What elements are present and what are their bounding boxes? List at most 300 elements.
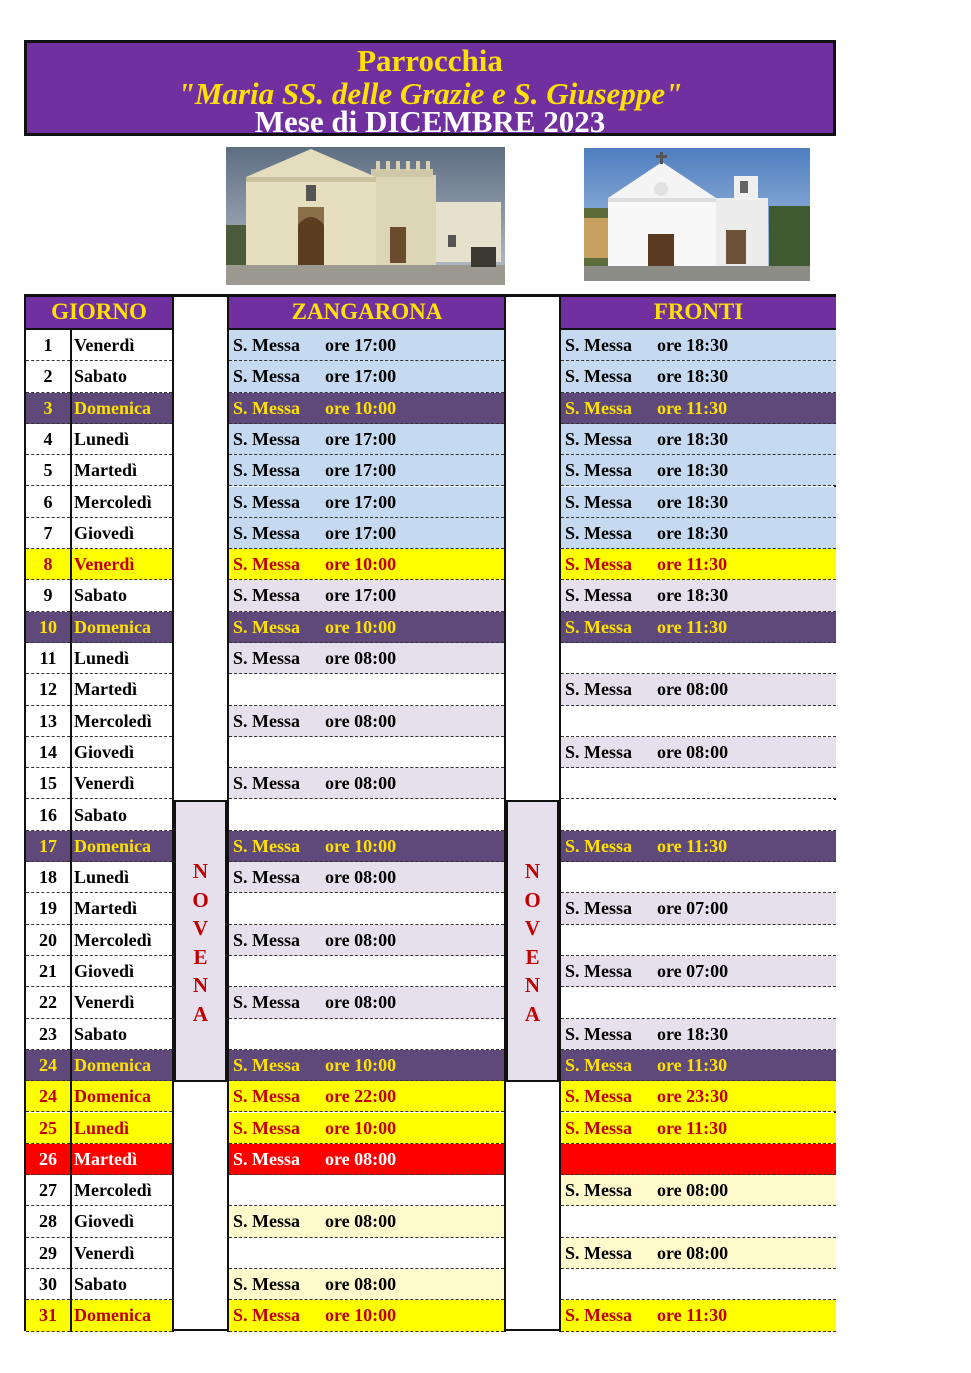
day-number (26, 893, 70, 924)
zangarona-mass (229, 893, 504, 924)
weekday-name-text: Lunedì (74, 428, 130, 449)
day-number (26, 487, 70, 518)
mass-label: S. Messa (565, 961, 632, 981)
mass-time: ore 07:00 (657, 898, 729, 919)
day-number-text: 8 (43, 554, 53, 575)
mass-time: ore 18:30 (657, 1023, 729, 1044)
day-number-text: 23 (39, 1023, 57, 1044)
fronti-mass (561, 925, 836, 956)
fronti-mass (561, 1300, 836, 1331)
mass-label: S. Messa (233, 1086, 300, 1107)
zangarona-mass (229, 1081, 504, 1112)
fronti-mass (561, 612, 836, 643)
day-number-text: 29 (39, 1242, 57, 1263)
column-header-zangarona: ZANGARONA (229, 297, 505, 330)
zangarona-mass (229, 925, 504, 956)
day-number (26, 549, 70, 580)
fronti-mass (561, 862, 836, 893)
fronti-mass (561, 893, 836, 924)
novena-letter: O (192, 887, 209, 912)
day-number-text: 24 (39, 1086, 57, 1107)
fronti-mass (561, 737, 836, 768)
mass-label: S. Messa (233, 491, 300, 512)
weekday-name-text: Mercoledì (74, 710, 152, 731)
mass-time: ore 10:00 (325, 554, 397, 575)
mass-time: ore 18:30 (657, 335, 729, 355)
mass-label: S. Messa (233, 992, 300, 1013)
mass-schedule-table (24, 294, 836, 1331)
zangarona-mass (229, 1269, 504, 1300)
day-number (26, 1144, 70, 1175)
weekday-name-text: Domenica (74, 1054, 151, 1075)
mass-label: S. Messa (233, 554, 300, 575)
mass-label: S. Messa (233, 867, 300, 888)
zangarona-mass (229, 612, 504, 643)
novena-letter: A (192, 1001, 209, 1026)
zangarona-mass (229, 424, 504, 455)
day-number (26, 1238, 70, 1269)
weekday-name-text: Sabato (74, 366, 128, 387)
weekday-name (70, 424, 172, 455)
zangarona-mass (229, 956, 504, 987)
day-number-text: 19 (39, 898, 57, 919)
zangarona-mass (229, 737, 504, 768)
weekday-name-text: Domenica (74, 397, 151, 418)
weekday-name (70, 1269, 172, 1300)
day-number (26, 1113, 70, 1144)
mass-time: ore 17:00 (325, 366, 397, 387)
weekday-name-text: Martedì (74, 1148, 137, 1169)
mass-time: ore 08:00 (657, 1242, 729, 1263)
mass-label: S. Messa (233, 460, 300, 481)
weekday-name-text: Venerdì (74, 335, 135, 355)
mass-label: S. Messa (233, 648, 300, 668)
novena-letter: N (524, 973, 541, 997)
mass-label: S. Messa (233, 1148, 300, 1169)
mass-time: ore 11:30 (657, 1117, 728, 1138)
zangarona-mass (229, 674, 504, 705)
mass-label: S. Messa (565, 1023, 632, 1044)
church-photo-zangarona (226, 147, 505, 285)
mass-time: ore 18:30 (657, 366, 729, 387)
weekday-name-text: Martedì (74, 679, 137, 700)
day-number (26, 768, 70, 799)
zangarona-mass (229, 1050, 504, 1081)
weekday-name-text: Mercoledì (74, 1180, 152, 1201)
mass-time: ore 17:00 (325, 335, 397, 355)
novena-letter: A (524, 1001, 541, 1026)
weekday-name (70, 393, 172, 424)
day-number-text: 5 (43, 460, 53, 481)
novena-letter: N (192, 859, 209, 883)
day-number (26, 674, 70, 705)
mass-label: S. Messa (565, 397, 632, 418)
mass-time: ore 08:00 (325, 992, 397, 1013)
day-number (26, 1175, 70, 1206)
fronti-mass (561, 1050, 836, 1081)
weekday-name (70, 800, 172, 831)
mass-time: ore 11:30 (657, 397, 728, 418)
mass-time: ore 10:00 (325, 397, 397, 418)
day-number (26, 1300, 70, 1331)
divider (70, 330, 72, 1332)
novena-fronti (506, 800, 559, 1082)
mass-label: S. Messa (565, 554, 632, 575)
weekday-name-text: Giovedì (74, 741, 135, 762)
mass-label: S. Messa (233, 835, 300, 856)
weekday-name (70, 925, 172, 956)
day-number-text: 27 (39, 1180, 57, 1201)
fronti-mass (561, 1081, 836, 1112)
mass-label: S. Messa (565, 428, 632, 449)
day-number-text: 6 (43, 491, 53, 512)
weekday-name (70, 1206, 172, 1237)
fronti-mass (561, 393, 836, 424)
novena-letter: E (193, 944, 208, 969)
weekday-name-text: Martedì (74, 460, 137, 481)
divider (227, 297, 229, 1332)
mass-time: ore 17:00 (325, 460, 397, 481)
mass-time: ore 08:00 (657, 679, 729, 700)
day-number-text: 7 (43, 522, 53, 543)
weekday-name-text: Martedì (74, 898, 137, 919)
fronti-mass (561, 987, 836, 1018)
mass-time: ore 08:00 (325, 710, 397, 731)
mass-label: S. Messa (233, 585, 300, 606)
day-number (26, 518, 70, 549)
mass-label: S. Messa (565, 616, 632, 637)
zangarona-mass (229, 831, 504, 862)
novena-zangarona (174, 800, 227, 1082)
church-photo-fronti (584, 148, 810, 281)
day-number-text: 18 (39, 867, 57, 888)
zangarona-mass (229, 393, 504, 424)
day-number (26, 424, 70, 455)
mass-label: S. Messa (565, 679, 632, 700)
mass-label: S. Messa (565, 835, 632, 856)
mass-label: S. Messa (565, 1054, 632, 1075)
weekday-name-text: Domenica (74, 1305, 151, 1326)
day-number-text: 30 (39, 1274, 57, 1294)
novena-letter: V (524, 916, 541, 940)
weekday-name (70, 1175, 172, 1206)
mass-label: S. Messa (233, 428, 300, 449)
mass-time: ore 17:00 (325, 522, 397, 543)
mass-label: S. Messa (565, 1305, 632, 1326)
weekday-name (70, 549, 172, 580)
mass-time: ore 17:00 (325, 585, 397, 606)
weekday-name (70, 1019, 172, 1050)
mass-time: ore 18:30 (657, 491, 729, 512)
novena-letter: E (525, 944, 540, 969)
fronti-mass (561, 330, 836, 361)
weekday-name-text: Sabato (74, 804, 128, 825)
day-number (26, 330, 70, 361)
fronti-mass (561, 361, 836, 392)
header-banner (24, 40, 836, 139)
novena-letter: V (192, 916, 209, 940)
day-number-text: 12 (39, 679, 57, 700)
fronti-mass (561, 1269, 836, 1300)
weekday-name-text: Lunedì (74, 867, 130, 888)
fronti-mass (561, 1144, 836, 1175)
mass-time: ore 08:00 (325, 773, 397, 794)
day-number-text: 4 (43, 428, 53, 449)
weekday-name (70, 1144, 172, 1175)
weekday-name-text: Venerdì (74, 1242, 135, 1263)
day-number (26, 1206, 70, 1237)
fronti-mass (561, 455, 836, 486)
mass-label: S. Messa (233, 397, 300, 418)
fronti-mass (561, 580, 836, 611)
mass-time: ore 11:30 (657, 616, 728, 637)
day-number (26, 706, 70, 737)
mass-time: ore 11:30 (657, 835, 728, 856)
mass-time: ore 10:00 (325, 1305, 397, 1326)
mass-label: S. Messa (233, 929, 300, 950)
mass-label: S. Messa (565, 1086, 632, 1107)
weekday-name (70, 487, 172, 518)
fronti-mass (561, 831, 836, 862)
day-number (26, 1019, 70, 1050)
mass-time: ore 18:30 (657, 522, 729, 543)
mass-time: ore 08:00 (325, 1274, 397, 1294)
novena-letter: N (192, 973, 209, 997)
mass-label: S. Messa (233, 522, 300, 543)
mass-time: ore 08:00 (325, 867, 397, 888)
day-number-text: 14 (39, 741, 57, 762)
mass-time: ore 11:30 (657, 1305, 728, 1326)
zangarona-mass (229, 1144, 504, 1175)
mass-time: ore 07:00 (657, 961, 729, 981)
fronti-mass (561, 800, 836, 831)
mass-label: S. Messa (565, 522, 632, 543)
mass-label: S. Messa (565, 1117, 632, 1138)
column-header-giorno: GIORNO (26, 297, 172, 330)
zangarona-mass (229, 768, 504, 799)
mass-time: ore 17:00 (325, 428, 397, 449)
fronti-mass (561, 518, 836, 549)
weekday-name (70, 1113, 172, 1144)
day-number-text: 16 (39, 804, 57, 825)
fronti-mass (561, 956, 836, 987)
weekday-name (70, 1050, 172, 1081)
day-number (26, 737, 70, 768)
day-number-text: 11 (39, 648, 57, 668)
fronti-mass (561, 549, 836, 580)
mass-label: S. Messa (565, 898, 632, 919)
weekday-name (70, 1238, 172, 1269)
weekday-name (70, 737, 172, 768)
weekday-name (70, 643, 172, 674)
mass-time: ore 10:00 (325, 835, 397, 856)
zangarona-mass (229, 1175, 504, 1206)
zangarona-mass (229, 1300, 504, 1331)
mass-label: S. Messa (233, 773, 300, 794)
day-number (26, 455, 70, 486)
mass-label: S. Messa (565, 585, 632, 606)
mass-time: ore 11:30 (657, 1054, 728, 1075)
fronti-mass (561, 706, 836, 737)
fronti-mass (561, 1238, 836, 1269)
zangarona-mass (229, 549, 504, 580)
novena-letter: N (524, 859, 541, 883)
month-title: Mese di DICEMBRE 2023 (254, 104, 606, 139)
zangarona-mass (229, 580, 504, 611)
zangarona-mass (229, 643, 504, 674)
weekday-name (70, 1081, 172, 1112)
mass-label: S. Messa (565, 1242, 632, 1263)
day-number (26, 831, 70, 862)
day-number-text: 20 (39, 929, 57, 950)
weekday-name (70, 862, 172, 893)
weekday-name-text: Venerdì (74, 992, 135, 1013)
mass-time: ore 08:00 (325, 1211, 397, 1232)
fronti-mass (561, 768, 836, 799)
mass-time: ore 08:00 (657, 1180, 729, 1201)
zangarona-mass (229, 518, 504, 549)
mass-time: ore 10:00 (325, 1054, 397, 1075)
mass-label: S. Messa (565, 460, 632, 481)
weekday-name (70, 706, 172, 737)
day-number-text: 31 (39, 1305, 57, 1326)
weekday-name-text: Sabato (74, 1023, 128, 1044)
day-number-text: 9 (43, 585, 53, 606)
weekday-name-text: Lunedì (74, 648, 130, 668)
day-number (26, 1081, 70, 1112)
column-header-fronti: FRONTI (561, 297, 836, 330)
weekday-name (70, 361, 172, 392)
zangarona-mass (229, 455, 504, 486)
day-number-text: 13 (39, 710, 57, 731)
day-number-text: 28 (39, 1211, 57, 1232)
mass-label: S. Messa (233, 366, 300, 387)
zangarona-mass (229, 361, 504, 392)
mass-label: S. Messa (565, 741, 632, 762)
day-number (26, 987, 70, 1018)
weekday-name-text: Sabato (74, 1274, 128, 1294)
weekday-name-text: Giovedì (74, 961, 135, 981)
novena-letter: O (524, 887, 541, 912)
day-number (26, 1269, 70, 1300)
weekday-name-text: Giovedì (74, 1211, 135, 1232)
mass-time: ore 10:00 (325, 616, 397, 637)
fronti-mass (561, 643, 836, 674)
weekday-name (70, 831, 172, 862)
mass-time: ore 17:00 (325, 491, 397, 512)
day-number (26, 612, 70, 643)
day-number-text: 3 (43, 397, 53, 418)
mass-label: S. Messa (233, 1211, 300, 1232)
day-number (26, 393, 70, 424)
mass-label: S. Messa (233, 1117, 300, 1138)
mass-time: ore 08:00 (325, 1148, 397, 1169)
zangarona-mass (229, 1238, 504, 1269)
mass-label: S. Messa (233, 1054, 300, 1075)
mass-time: ore 11:30 (657, 554, 728, 575)
weekday-name (70, 768, 172, 799)
day-number (26, 800, 70, 831)
day-number-text: 22 (39, 992, 57, 1013)
zangarona-mass (229, 1019, 504, 1050)
weekday-name (70, 518, 172, 549)
mass-label: S. Messa (233, 616, 300, 637)
mass-time: ore 08:00 (657, 741, 729, 762)
day-number (26, 1050, 70, 1081)
day-number (26, 956, 70, 987)
zangarona-mass (229, 1113, 504, 1144)
mass-time: ore 18:30 (657, 460, 729, 481)
day-number-text: 24 (39, 1054, 57, 1075)
fronti-mass (561, 1175, 836, 1206)
weekday-name-text: Venerdì (74, 773, 135, 794)
day-number (26, 925, 70, 956)
weekday-name-text: Giovedì (74, 522, 135, 543)
day-number (26, 361, 70, 392)
weekday-name (70, 580, 172, 611)
mass-time: ore 23:30 (657, 1086, 729, 1107)
parish-name: "Maria SS. delle Grazie e S. Giuseppe" (177, 76, 683, 111)
divider (559, 297, 561, 1332)
fronti-mass (561, 487, 836, 518)
day-number-text: 26 (39, 1148, 57, 1169)
mass-time: ore 08:00 (325, 929, 397, 950)
day-number (26, 580, 70, 611)
day-number (26, 643, 70, 674)
day-number-text: 25 (39, 1117, 57, 1138)
fronti-mass (561, 1113, 836, 1144)
mass-time: ore 18:30 (657, 585, 729, 606)
weekday-name (70, 612, 172, 643)
mass-label: S. Messa (565, 491, 632, 512)
mass-time: ore 08:00 (325, 648, 397, 668)
weekday-name-text: Sabato (74, 585, 128, 606)
day-number-text: 2 (43, 366, 53, 387)
mass-label: S. Messa (565, 335, 632, 355)
zangarona-mass (229, 706, 504, 737)
mass-label: S. Messa (565, 366, 632, 387)
mass-time: ore 10:00 (325, 1117, 397, 1138)
weekday-name-text: Domenica (74, 835, 151, 856)
fronti-mass (561, 674, 836, 705)
fronti-mass (561, 1019, 836, 1050)
fronti-mass (561, 424, 836, 455)
day-number-text: 1 (43, 335, 53, 355)
zangarona-mass (229, 987, 504, 1018)
weekday-name-text: Domenica (74, 616, 151, 637)
day-number-text: 10 (39, 616, 57, 637)
weekday-name (70, 455, 172, 486)
zangarona-mass (229, 330, 504, 361)
day-number-text: 21 (39, 961, 57, 981)
mass-label: S. Messa (233, 710, 300, 731)
mass-time: ore 18:30 (657, 428, 729, 449)
weekday-name (70, 330, 172, 361)
day-number (26, 862, 70, 893)
weekday-name-text: Venerdì (74, 554, 135, 575)
weekday-name (70, 674, 172, 705)
mass-time: ore 22:00 (325, 1086, 397, 1107)
weekday-name-text: Domenica (74, 1086, 151, 1107)
mass-label: S. Messa (565, 1180, 632, 1201)
mass-label: S. Messa (233, 335, 300, 355)
weekday-name-text: Lunedì (74, 1117, 130, 1138)
weekday-name (70, 987, 172, 1018)
day-number-text: 15 (39, 773, 57, 794)
weekday-name (70, 893, 172, 924)
mass-label: S. Messa (233, 1305, 300, 1326)
weekday-name (70, 956, 172, 987)
